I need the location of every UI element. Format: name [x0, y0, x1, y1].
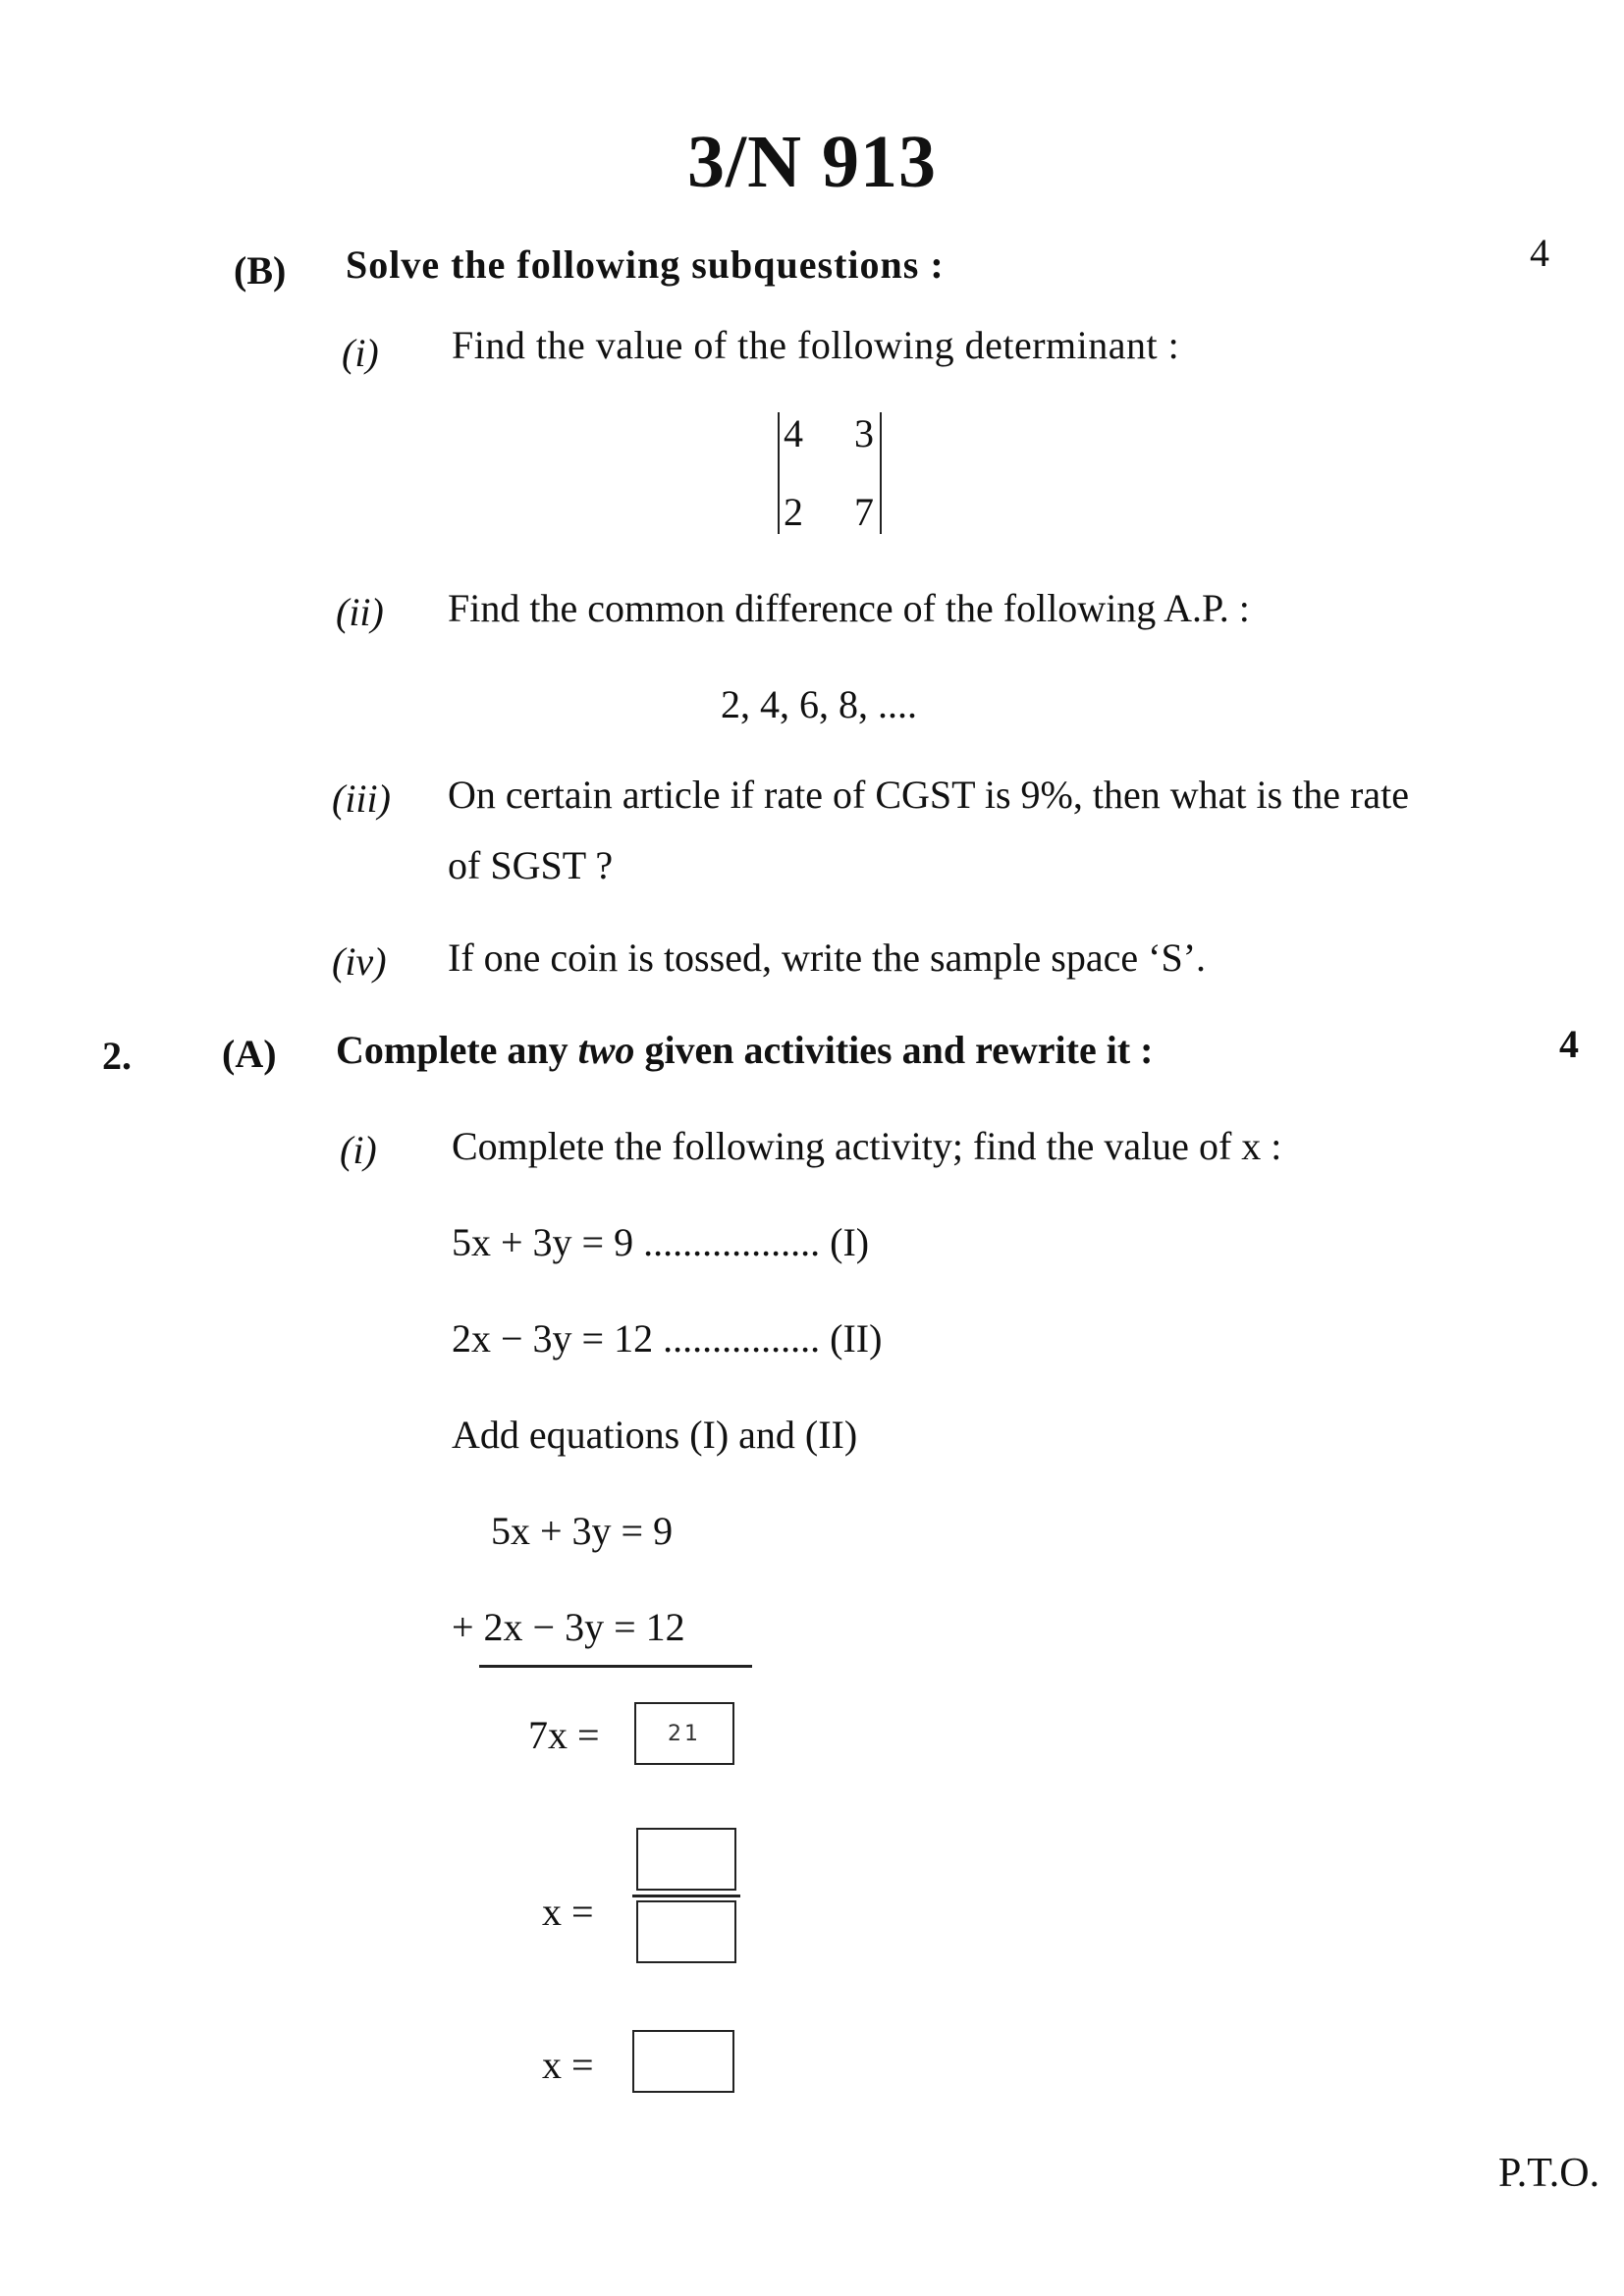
- sum-line-1: 5x + 3y = 9: [491, 1509, 674, 1553]
- question-2a-title: [336, 1027, 1153, 1073]
- fraction-bar: [632, 1895, 740, 1897]
- result-label: 7x =: [528, 1713, 600, 1757]
- section-b-marks: 4: [1530, 231, 1549, 275]
- section-b-label: (B): [234, 248, 287, 293]
- det-cell-r2c2: 7: [854, 490, 874, 534]
- item-b-i-number: (i): [342, 331, 379, 375]
- equation-1: 5x + 3y = 9 .................. (I): [452, 1220, 870, 1264]
- answer-box-final[interactable]: [632, 2030, 734, 2093]
- question-2-number: 2.: [102, 1034, 132, 1078]
- question-2a-title-pre: Complete any: [336, 1028, 578, 1072]
- section-b-title: Solve the following subquestions :: [346, 242, 945, 287]
- equation-2: 2x − 3y = 12 ................ (II): [452, 1316, 883, 1361]
- item-2a-i-number: (i): [340, 1128, 377, 1172]
- ap-sequence: 2, 4, 6, 8, ....: [721, 682, 917, 726]
- determinant-right-bar: [880, 412, 882, 534]
- det-cell-r1c2: 3: [854, 411, 874, 455]
- item-2a-i-text: Complete the following activity; find the value of x :: [452, 1124, 1282, 1168]
- item-b-iii-text-line2: of SGST ?: [448, 843, 614, 887]
- item-b-iv-text: If one coin is tossed, write the sample space ‘S’.: [448, 935, 1207, 980]
- x-label-fraction: x =: [542, 1890, 594, 1934]
- x-label-final: x =: [542, 2043, 594, 2087]
- question-2a-title-post: given activities and rewrite it :: [634, 1028, 1154, 1072]
- item-b-ii-text: Find the common difference of the following A.P. :: [448, 586, 1250, 630]
- determinant-left-bar: [778, 412, 780, 534]
- item-b-iii-number: (iii): [332, 776, 391, 821]
- item-b-iii-text-line1: On certain article if rate of CGST is 9%, then what is the rate: [448, 773, 1409, 817]
- item-b-i-text: Find the value of the following determinant :: [452, 323, 1180, 367]
- answer-box-denominator[interactable]: [636, 1900, 736, 1963]
- det-cell-r1c1: 4: [784, 411, 803, 455]
- det-cell-r2c1: 2: [784, 490, 803, 534]
- question-2a-marks: 4: [1559, 1022, 1579, 1066]
- answer-box-7x[interactable]: [634, 1702, 734, 1765]
- sum-line-2: + 2x − 3y = 12: [452, 1605, 685, 1649]
- item-b-ii-number: (ii): [336, 590, 384, 634]
- page-code: 3/N 913: [687, 121, 937, 203]
- handwritten-answer: 21: [668, 1722, 701, 1746]
- question-2a-label: (A): [222, 1032, 277, 1076]
- answer-box-numerator[interactable]: [636, 1828, 736, 1891]
- question-2a-title-italic: two: [577, 1028, 635, 1072]
- item-b-iv-number: (iv): [332, 939, 387, 984]
- add-equations-text: Add equations (I) and (II): [452, 1413, 858, 1457]
- sum-rule: [479, 1665, 752, 1668]
- pto-footer: P.T.O.: [1498, 2151, 1600, 2196]
